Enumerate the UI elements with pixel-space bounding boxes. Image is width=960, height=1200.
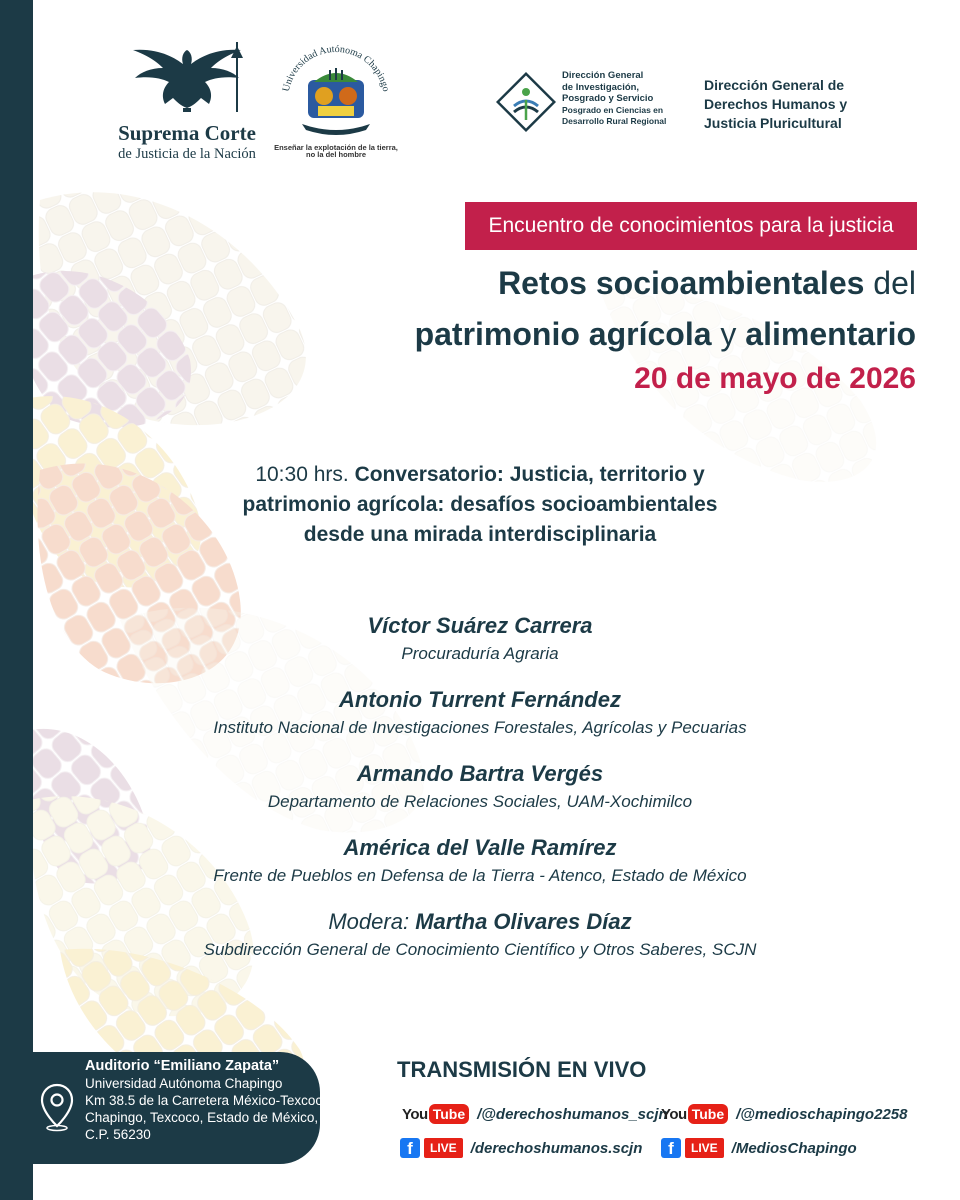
venue-text <box>85 1058 333 1143</box>
live-badge: LIVE <box>685 1138 724 1158</box>
dgdh-line: Justicia Pluricultural <box>704 115 842 131</box>
title-light: y <box>711 316 746 352</box>
speaker-item <box>130 758 830 832</box>
session-description <box>130 460 830 550</box>
title-line-1 <box>415 258 916 309</box>
speaker-name: Armando Bartra Vergés <box>356 761 604 786</box>
facebook-live-icon <box>400 1138 463 1158</box>
facebook-f-icon: f <box>400 1138 420 1158</box>
speakers-list <box>130 610 830 980</box>
session-title-part: desde una mirada interdisciplinaria <box>303 523 657 546</box>
speaker-item <box>130 684 830 758</box>
moderator-name-line <box>130 906 830 938</box>
session-line-1 <box>130 460 830 490</box>
channel-handle[interactable]: /@derechoshumanos_scjn <box>477 1105 668 1123</box>
dgip-emblem-icon <box>496 70 556 134</box>
title-light: del <box>864 265 916 301</box>
chapingo-logo <box>274 40 398 159</box>
youtube-icon <box>402 1104 469 1124</box>
youtube-logo-you: You <box>402 1105 428 1123</box>
live-badge: LIVE <box>424 1138 463 1158</box>
channel-handle[interactable]: /@medioschapingo2258 <box>736 1105 908 1123</box>
speaker-name: Antonio Turrent Fernández <box>339 687 621 712</box>
left-accent-bar <box>0 0 33 1200</box>
channel-handle[interactable]: /derechoshumanos.scjn <box>470 1139 643 1157</box>
venue-address-line: Universidad Autónoma Chapingo <box>85 1076 283 1091</box>
dgip-line: Posgrado en Ciencias en <box>562 104 664 115</box>
speaker-affiliation: Departamento de Relaciones Sociales, UAM-Xochimilco <box>267 792 693 811</box>
dgip-text <box>562 70 666 128</box>
speaker-affiliation: Instituto Nacional de Investigaciones Forestales, Agrícolas y Pecuarias <box>213 718 747 737</box>
venue-box <box>33 1052 334 1164</box>
venue-name: Auditorio “Emiliano Zapata” <box>85 1058 280 1074</box>
event-date: 20 de mayo de 2026 <box>634 362 916 395</box>
youtube-logo-you: You <box>661 1105 687 1123</box>
venue-address-line: Km 38.5 de la Carretera México-Texcoco, <box>85 1093 334 1108</box>
facebook-live-icon <box>661 1138 724 1158</box>
title-line-2 <box>415 309 916 360</box>
chapingo-arc-text: Universidad Autónoma Chapingo <box>280 43 392 93</box>
facebook-live-chapingo[interactable] <box>661 1136 857 1160</box>
facebook-f-icon: f <box>661 1138 681 1158</box>
dgip-line: Dirección General <box>562 70 644 81</box>
title-bold: patrimonio agrícola <box>414 316 712 352</box>
youtube-channel-chapingo[interactable] <box>661 1102 907 1126</box>
youtube-logo-tube: Tube <box>429 1104 469 1124</box>
chapingo-motto-line1: Enseñar la explotación de la tierra, <box>274 143 398 152</box>
moderator-role: Modera: <box>328 909 416 934</box>
session-title-part: Conversatorio: Justicia, territorio y <box>354 463 705 486</box>
chapingo-motto-line2: no la del hombre <box>305 150 366 159</box>
speaker-item <box>130 832 830 906</box>
moderator-name: Martha Olivares Díaz <box>415 909 632 934</box>
session-line-2 <box>130 490 830 520</box>
facebook-live-dh[interactable] <box>400 1136 642 1160</box>
dgip-line: de Investigación, <box>562 81 640 93</box>
speaker-name: Víctor Suárez Carrera <box>367 613 593 638</box>
scjn-title: Suprema Corte <box>118 121 256 145</box>
chapingo-emblem-icon <box>274 40 398 140</box>
session-time: 10:30 hrs. <box>255 463 355 486</box>
speaker-affiliation: Frente de Pueblos en Defensa de la Tierra - Atenco, Estado de México <box>213 866 747 885</box>
dgip-line: Posgrado y Servicio <box>562 93 654 104</box>
speaker-item <box>130 610 830 684</box>
venue-address-line: C.P. 56230 <box>85 1127 151 1142</box>
scjn-logo <box>112 38 262 163</box>
youtube-channel-dh[interactable] <box>402 1102 668 1126</box>
speaker-name: América del Valle Ramírez <box>343 835 617 860</box>
scjn-subtitle: de Justicia de la Nación <box>118 146 256 162</box>
dgdh-line: Dirección General de <box>704 77 845 93</box>
streaming-heading: TRANSMISIÓN EN VIVO <box>397 1057 647 1082</box>
event-series-tag: Encuentro de conocimientos para la justicia <box>465 202 917 250</box>
title-bold: Retos socioambientales <box>498 265 865 301</box>
session-line-3 <box>130 520 830 550</box>
dgdh-line: Derechos Humanos y <box>704 96 848 112</box>
session-title-part: patrimonio agrícola: desafíos socioambientales <box>242 493 718 516</box>
channel-handle[interactable]: /MediosChapingo <box>731 1139 857 1157</box>
dgdh-logo-text <box>704 76 847 133</box>
event-title <box>415 258 916 360</box>
moderator-affiliation: Subdirección General de Conocimiento Científico y Otros Saberes, SCJN <box>203 940 757 959</box>
dgip-line: Desarrollo Rural Regional <box>562 116 667 126</box>
youtube-icon <box>661 1104 728 1124</box>
dgip-logo <box>496 70 686 134</box>
venue-address-line: Chapingo, Texcoco, Estado de México, <box>85 1110 319 1125</box>
speaker-affiliation: Procuraduría Agraria <box>401 644 559 663</box>
youtube-logo-tube: Tube <box>688 1104 728 1124</box>
eagle-emblem-icon <box>123 38 251 114</box>
title-bold: alimentario <box>745 316 916 352</box>
location-pin-icon <box>39 1082 75 1132</box>
moderator-item <box>130 906 830 980</box>
